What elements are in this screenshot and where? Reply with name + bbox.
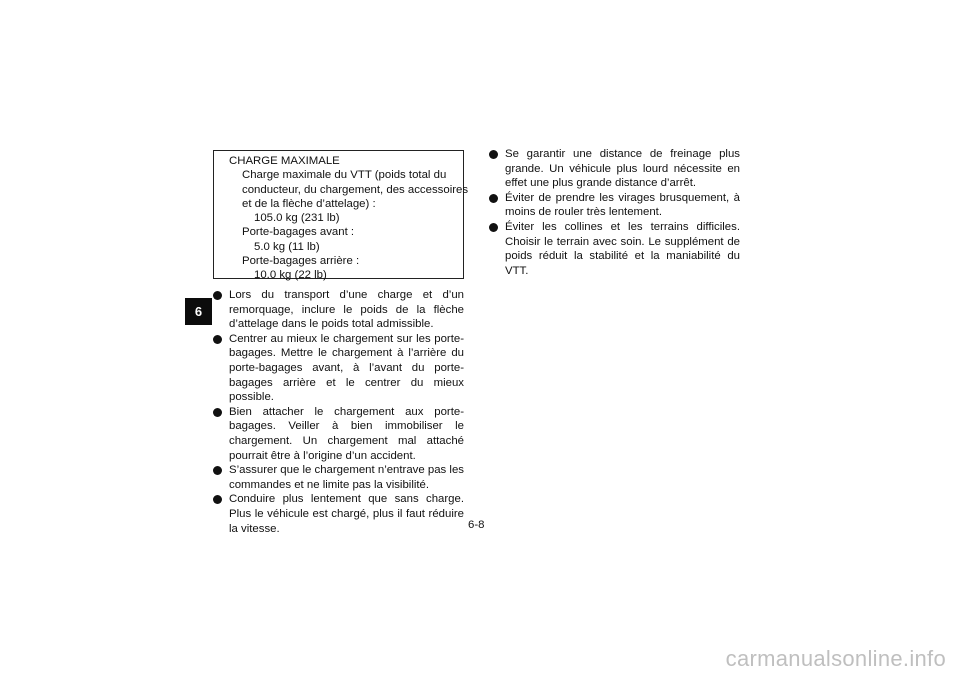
spec-rear-value: 10.0 kg (22 lb) bbox=[254, 269, 327, 282]
list-item: Bien attacher le chargement aux porte-bagages. Veiller à bien immobiliser le chargement. Un chargement mal attaché pourrait être à l’origine d’un accident. bbox=[213, 405, 464, 463]
watermark: carmanualsonline.info bbox=[725, 646, 946, 671]
right-bullet-list bbox=[489, 147, 740, 278]
spec-total-value: 105.0 kg (231 lb) bbox=[254, 212, 340, 225]
spec-front-value: 5.0 kg (11 lb) bbox=[254, 240, 320, 253]
spec-front-label: Porte-bagages avant : bbox=[242, 226, 355, 239]
chapter-tab bbox=[185, 298, 212, 325]
bullet-icon bbox=[213, 466, 222, 475]
bullet-icon bbox=[489, 194, 498, 203]
bullet-icon bbox=[213, 291, 222, 300]
spec-rear-label: Porte-bagages arrière : bbox=[242, 255, 360, 268]
list-item: Éviter de prendre les virages brusquement, à moins de rouler très lentement. bbox=[489, 191, 740, 220]
bullet-icon bbox=[213, 335, 222, 344]
bullet-icon bbox=[489, 223, 498, 232]
left-bullet-list bbox=[213, 288, 464, 536]
spec-line: et de la flèche d’attelage) : bbox=[242, 197, 376, 210]
page-number: 6-8 bbox=[468, 519, 485, 531]
list-item: Lors du transport d’une charge et d’un remorquage, inclure le poids de la flèche d’attelage dans le poids total admissible. bbox=[213, 288, 464, 332]
list-item: S’assurer que le chargement n’entrave pas les commandes et ne limite pas la visibilité. bbox=[213, 463, 464, 492]
bullet-icon bbox=[213, 408, 222, 417]
spec-line: Charge maximale du VTT (poids total du bbox=[242, 169, 447, 182]
list-item: Éviter les collines et les terrains difficiles. Choisir le terrain avec soin. Le supplément de poids réduit la stabilité et la maniabilité du VTT. bbox=[489, 220, 740, 278]
spec-line: conducteur, du chargement, des accessoires bbox=[242, 183, 469, 196]
max-load-spec-box bbox=[213, 150, 469, 282]
bullet-icon bbox=[213, 495, 222, 504]
list-item: Se garantir une distance de freinage plus grande. Un véhicule plus lourd nécessite en effet une plus grande distance d’arrêt. bbox=[489, 147, 740, 191]
list-item: Centrer au mieux le chargement sur les porte-bagages. Mettre le chargement à l’arrière du porte-bagages avant, à l’avant du porte-bagages arrière et le centrer du mieux possible. bbox=[213, 332, 464, 405]
spec-title: CHARGE MAXIMALE bbox=[229, 155, 340, 167]
chapter-number: 6 bbox=[194, 304, 203, 319]
bullet-icon bbox=[489, 150, 498, 159]
list-item: Conduire plus lentement que sans charge. Plus le véhicule est chargé, plus il faut réduire la vitesse. bbox=[213, 492, 464, 536]
